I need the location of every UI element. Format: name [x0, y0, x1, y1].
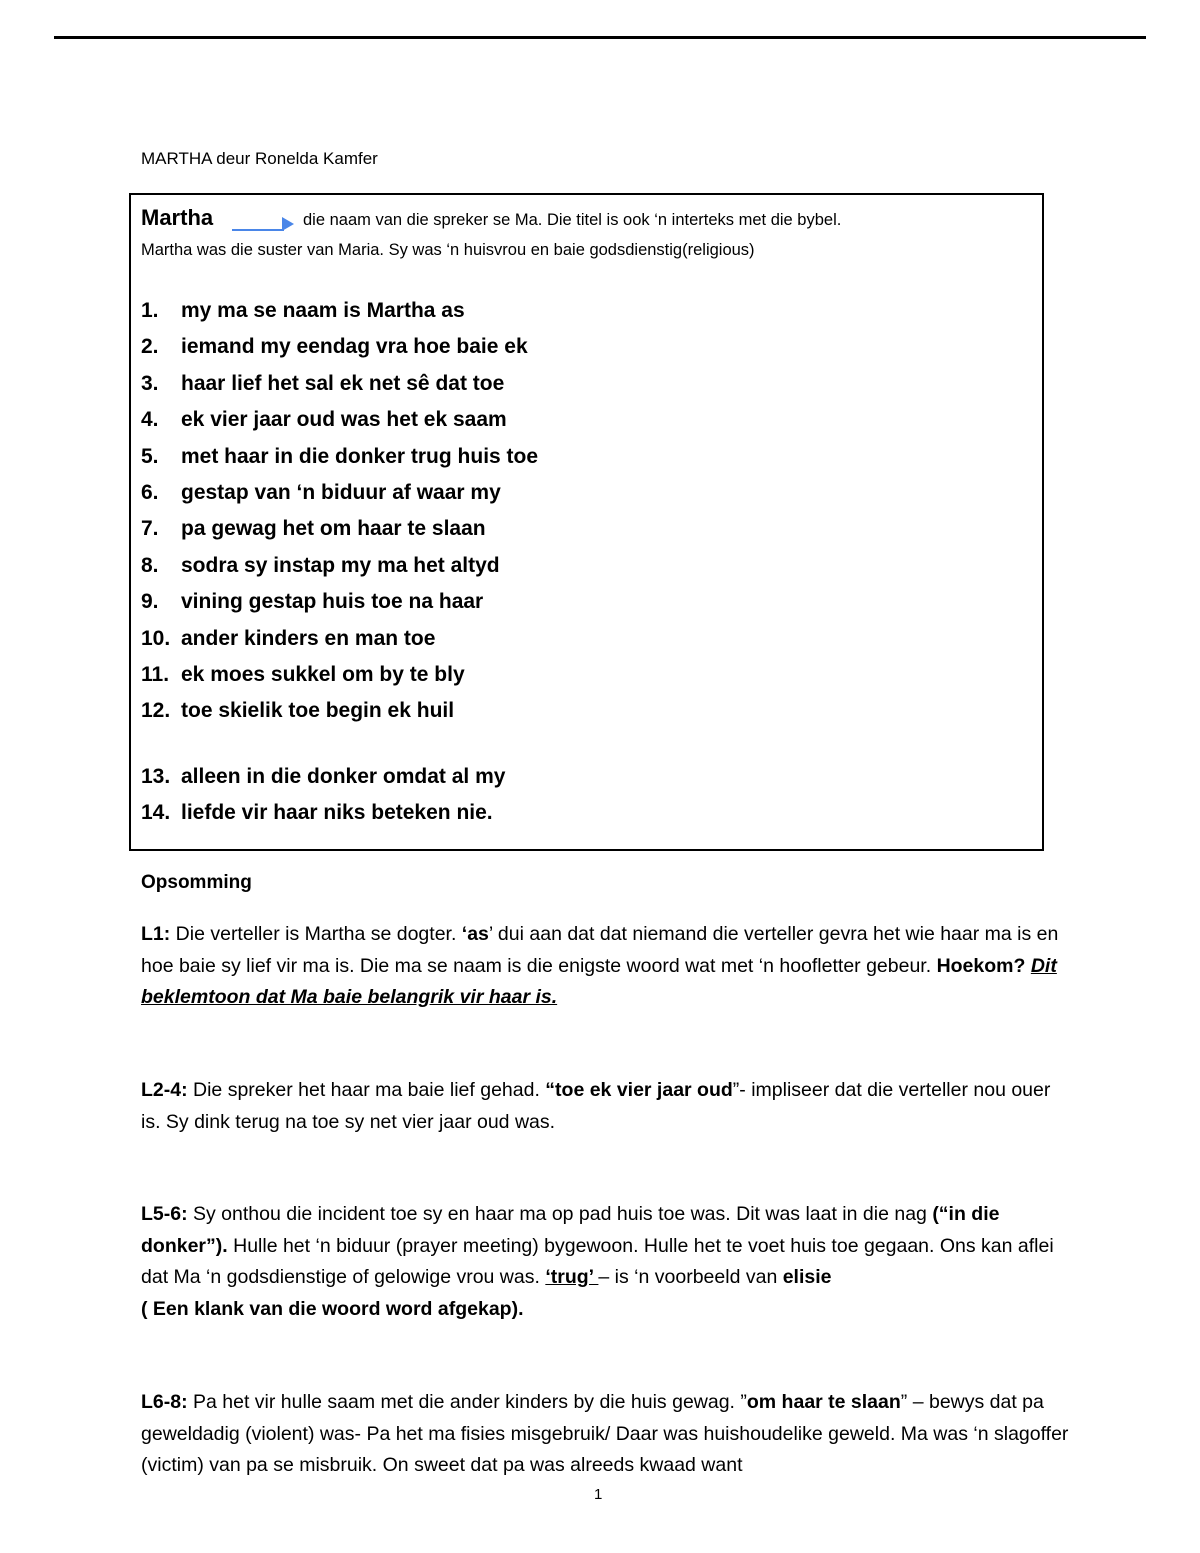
- line-text: ek vier jaar oud was het ek saam: [181, 408, 507, 432]
- line-number: 1.: [141, 299, 159, 322]
- paragraph-text: Sy onthou die incident toe sy en haar ma op pad huis toe was. Dit was laat in die nag: [187, 1203, 933, 1225]
- line-text: gestap van ‘n biduur af waar my: [181, 480, 501, 504]
- paragraph-text: ” – bewys dat pa geweldadig (violent) was- Pa het ma fisies misgebruik/ Daar was huishoudelike geweld. Ma was ‘n slagoffer (victim) van pa se misbruik. On sweet dat pa was alreeds kwaad want: [141, 1391, 1069, 1476]
- line-number: 8.: [141, 553, 159, 577]
- line-number: 4.: [141, 408, 159, 432]
- line-text: vining gestap huis toe na haar: [181, 590, 484, 614]
- summary-paragraph-l2-4: [141, 1075, 1071, 1138]
- paragraph-label: L5-6:: [141, 1203, 188, 1225]
- paragraph-text: Pa het vir hulle saam met die ander kinders by die huis gewag. ”: [187, 1391, 747, 1413]
- arrow-right-icon: [230, 213, 296, 233]
- poem-line: [141, 699, 538, 735]
- line-number: 9.: [141, 590, 159, 614]
- line-text: liefde vir haar niks beteken nie.: [181, 801, 493, 825]
- line-number: 12.: [141, 699, 171, 723]
- poem-box: [129, 193, 1044, 851]
- poem-lines: [141, 299, 538, 837]
- poem-line: [141, 408, 538, 444]
- line-number: 3.: [141, 371, 159, 395]
- paragraph-label: L2-4:: [141, 1079, 188, 1101]
- term-word: elisie: [782, 1266, 832, 1288]
- summary-heading: Opsomming: [141, 872, 252, 893]
- question-word: Hoekom?: [936, 954, 1026, 977]
- header-rule: [54, 36, 1146, 39]
- paragraph-text: Die spreker het haar ma baie lief gehad.: [187, 1079, 546, 1101]
- line-number: 6.: [141, 480, 159, 504]
- emphasis-answer: Dit beklemtoon dat Ma baie belangrik vir haar is.: [141, 954, 1057, 1008]
- poem-line: [141, 445, 538, 481]
- poem-line: [141, 554, 538, 590]
- line-text: pa gewag het om haar te slaan: [181, 517, 486, 541]
- poem-line: [141, 801, 538, 837]
- intro-text-line2: Martha was die suster van Maria. Sy was ‘n huisvrou en baie godsdienstig(religious): [141, 241, 755, 259]
- paragraph-label: L1:: [141, 923, 171, 945]
- intro-text-line1: die naam van die spreker se Ma. Die titel is ook ‘n interteks met die bybel.: [303, 211, 842, 229]
- line-number: 14.: [141, 801, 171, 825]
- intro-title: Martha: [141, 205, 214, 230]
- paragraph-text: Hulle het ‘n biduur (prayer meeting) bygewoon. Hulle het te voet huis toe gegaan. Ons kan aflei dat Ma ‘n godsdienstige of gelowige vrou was.: [141, 1234, 1054, 1288]
- quoted-phrase: “toe ek vier jaar oud: [545, 1079, 733, 1101]
- paragraph-text: ”- impliseer dat die verteller nou ouer is. Sy dink terug na toe sy net vier jaar oud was.: [141, 1079, 1051, 1133]
- paragraph-text: Die verteller is Martha se dogter.: [170, 923, 462, 945]
- line-text: iemand my eendag vra hoe baie ek: [181, 335, 528, 359]
- summary-paragraph-l5-6: [141, 1199, 1071, 1325]
- poem-line: [141, 299, 538, 335]
- poem-line: [141, 627, 538, 663]
- paragraph-text: – is ‘n voorbeeld van: [598, 1266, 783, 1288]
- summary-paragraph-l1: [141, 919, 1071, 1014]
- poem-line: [141, 481, 538, 517]
- document-heading: MARTHA deur Ronelda Kamfer: [141, 149, 378, 168]
- page-number: 1: [594, 1486, 603, 1503]
- poem-line: [141, 663, 538, 699]
- line-number: 5.: [141, 444, 159, 468]
- quoted-phrase: (“in die donker”).: [141, 1203, 1000, 1257]
- poem-line: [141, 335, 538, 371]
- line-text: ek moes sukkel om by te bly: [181, 662, 465, 686]
- line-number: 13.: [141, 764, 171, 788]
- line-text: haar lief het sal ek net sê dat toe: [181, 371, 505, 395]
- line-text: my ma se naam is Martha as: [181, 299, 465, 322]
- poem-line: [141, 372, 538, 408]
- line-number: 7.: [141, 517, 159, 541]
- poem-line: [141, 765, 538, 801]
- line-text: alleen in die donker omdat al my: [181, 764, 506, 788]
- poem-line: [141, 590, 538, 626]
- paragraph-text: ’ dui aan dat dat niemand die verteller gevra het wie haar ma is en hoe baie sy lief vir ma is. Die ma se naam is die enigste woord wat met ‘n hoofletter gebeur.: [141, 923, 1059, 977]
- underlined-word: ‘trug’: [545, 1266, 599, 1288]
- line-text: toe skielik toe begin ek huil: [181, 699, 455, 723]
- line-number: 10.: [141, 626, 171, 650]
- poem-line: [141, 517, 538, 553]
- summary-paragraph-l6-8: [141, 1387, 1071, 1482]
- line-number: 11.: [141, 662, 170, 686]
- paragraph-label: L6-8:: [141, 1391, 188, 1413]
- definition-text: ( Een klank van die woord word afgekap).: [141, 1297, 524, 1320]
- line-text: ander kinders en man toe: [181, 626, 436, 650]
- line-text: met haar in die donker trug huis toe: [181, 444, 539, 468]
- line-number: 2.: [141, 335, 159, 359]
- line-text: sodra sy instap my ma het altyd: [181, 553, 500, 577]
- quoted-word: ‘as: [461, 923, 489, 945]
- quoted-phrase: om haar te slaan: [746, 1391, 901, 1413]
